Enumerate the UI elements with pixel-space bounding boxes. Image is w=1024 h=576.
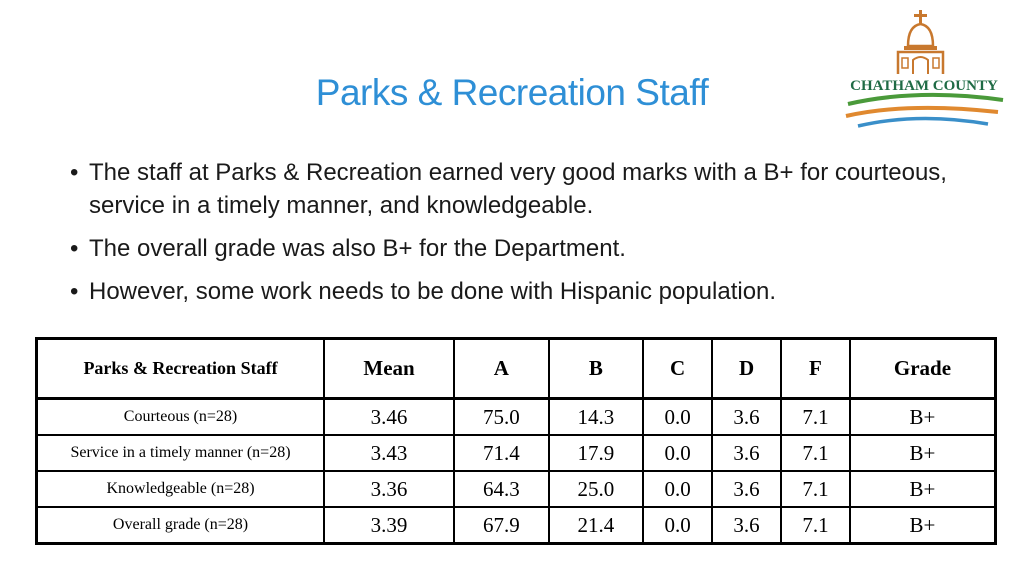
- column-header: F: [781, 339, 850, 399]
- bullet-list: [70, 156, 970, 318]
- slide-title: Parks & Recreation Staff: [315, 72, 709, 113]
- table-cell: 0.0: [643, 435, 712, 471]
- table-cell: 3.6: [712, 435, 781, 471]
- table-cell: 0.0: [643, 399, 712, 436]
- courthouse-logo-icon: [838, 8, 1010, 138]
- column-header: B: [549, 339, 644, 399]
- row-label: Service in a timely manner (n=28): [37, 435, 325, 471]
- table-cell: 7.1: [781, 435, 850, 471]
- column-header: Mean: [324, 339, 454, 399]
- table-cell: 7.1: [781, 507, 850, 544]
- row-label: Overall grade (n=28): [37, 507, 325, 544]
- table-cell: 17.9: [549, 435, 644, 471]
- column-header: D: [712, 339, 781, 399]
- table-cell: 3.6: [712, 399, 781, 436]
- table-cell: 7.1: [781, 399, 850, 436]
- table-cell: 71.4: [454, 435, 549, 471]
- table-cell: 0.0: [643, 471, 712, 507]
- logo-text: CHATHAM COUNTY: [850, 78, 998, 94]
- chatham-county-logo: [838, 8, 1010, 138]
- table-cell: 3.39: [324, 507, 454, 544]
- table-cell: 3.6: [712, 471, 781, 507]
- column-header: Parks & Recreation Staff: [37, 339, 325, 399]
- column-header: Grade: [850, 339, 996, 399]
- table-cell: B+: [850, 507, 996, 544]
- table-cell: 3.36: [324, 471, 454, 507]
- table-cell: B+: [850, 471, 996, 507]
- table-cell: 75.0: [454, 399, 549, 436]
- grades-table: [35, 337, 997, 545]
- bullet-item: • However, some work needs to be done with Hispanic population.: [70, 275, 970, 308]
- table-cell: 25.0: [549, 471, 644, 507]
- row-label: Knowledgeable (n=28): [37, 471, 325, 507]
- table-cell: 3.46: [324, 399, 454, 436]
- table-row: [37, 471, 996, 507]
- table-row: [37, 399, 996, 436]
- table-cell: 3.6: [712, 507, 781, 544]
- bullet-item: • The staff at Parks & Recreation earned very good marks with a B+ for courteous, service in a timely manner, and knowledgeable.: [70, 156, 970, 222]
- table-cell: 67.9: [454, 507, 549, 544]
- table-cell: 3.43: [324, 435, 454, 471]
- table-row: [37, 435, 996, 471]
- table-cell: B+: [850, 435, 996, 471]
- table-cell: 7.1: [781, 471, 850, 507]
- table-cell: 0.0: [643, 507, 712, 544]
- table-header-row: [37, 339, 996, 399]
- table-row: [37, 507, 996, 544]
- column-header: C: [643, 339, 712, 399]
- table-cell: 64.3: [454, 471, 549, 507]
- table-cell: 21.4: [549, 507, 644, 544]
- table-cell: B+: [850, 399, 996, 436]
- bullet-item: • The overall grade was also B+ for the Department.: [70, 232, 970, 265]
- row-label: Courteous (n=28): [37, 399, 325, 436]
- table-cell: 14.3: [549, 399, 644, 436]
- column-header: A: [454, 339, 549, 399]
